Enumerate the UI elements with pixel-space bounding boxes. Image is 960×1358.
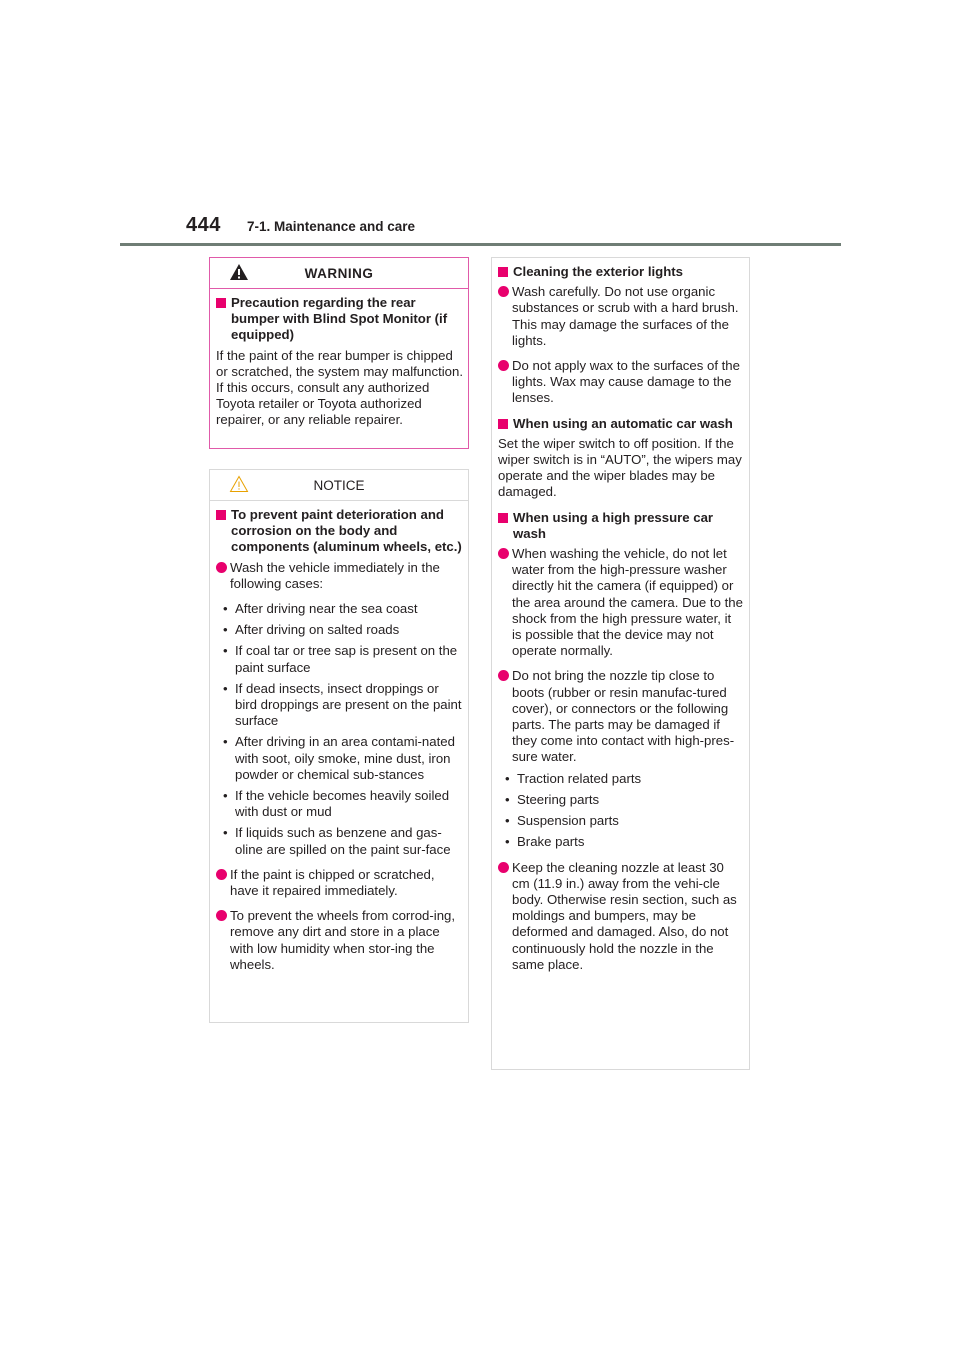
pressure-bullet: Keep the cleaning nozzle at least 30 cm (11.9 in.) away from the vehi-cle body. Otherwise resin section, such as moldings and bumpers, may be deformed and damaged. Also, do not continuously hold the nozzle in the same place. [498,860,744,973]
auto-wash-heading: When using an automatic car wash [498,416,744,432]
round-bullet-icon [498,670,509,681]
car-wash-box [491,257,750,1070]
warning-header [210,258,468,289]
part-item: • Traction related parts [505,770,642,786]
part-item: • Brake parts [505,834,585,850]
warning-heading: Precaution regarding the rear bumper with Blind Spot Monitor (if equipped) [216,295,463,344]
pressure-bullet: Do not bring the nozzle tip close to boots (rubber or resin manufac-tured cover), or connectors or the following parts. The parts may be damaged if they come into contact with high-pres-sure water. [498,668,744,765]
notice-heading: To prevent paint deterioration and corrosion on the body and components (aluminum wheels, etc.) [216,507,463,556]
warning-label: WARNING [304,265,374,281]
case-item: • After driving on salted roads [223,622,400,638]
square-bullet-icon [216,510,226,520]
header-rule [120,243,841,246]
pressure-wash-heading: When using a high pressure car wash [498,510,744,542]
round-bullet-icon [498,862,509,873]
lights-heading: Cleaning the exterior lights [498,264,744,280]
notice-bullet: To prevent the wheels from corrod-ing, remove any dirt and store in a place with low humidity when stor-ing the wheels. [216,908,463,973]
notice-label: NOTICE [313,477,365,493]
notice-box [209,469,469,1023]
case-item: • After driving in an area contami-nated with soot, oily smoke, mine dust, iron powder or chemical sub-stances [223,734,455,782]
pressure-bullet: When washing the vehicle, do not let water from the high-pressure washer directly hit the camera (if equipped) or the area around the camera. Due to the shock from the high pressure water, it is possible that the device may not operate normally. [498,546,744,659]
case-item: • If the vehicle becomes heavily soiled with dust or mud [223,788,450,820]
notice-bullet: Wash the vehicle immediately in the following cases: [216,560,463,592]
square-bullet-icon [498,267,508,277]
round-bullet-icon [498,360,509,371]
case-item: • After driving near the sea coast [223,601,418,617]
round-bullet-icon [498,286,509,297]
round-bullet-icon [498,548,509,559]
square-bullet-icon [498,419,508,429]
round-bullet-icon [216,562,227,573]
round-bullet-icon [216,910,227,921]
case-item: • If coal tar or tree sap is present on the paint surface [223,643,458,675]
auto-wash-text: Set the wiper switch to off position. If the wiper switch is in “AUTO”, the wipers may operate and the wiper blades may be damaged. [498,435,742,500]
round-bullet-icon [216,869,227,880]
case-item: • If liquids such as benzene and gas-oline are spilled on the paint sur-face [223,825,451,857]
section-title: 7-1. Maintenance and care [247,219,416,234]
part-item: • Steering parts [505,791,600,807]
warning-icon [229,263,249,281]
notice-header [210,470,468,501]
part-item: • Suspension parts [505,813,619,829]
page-number: 444 [186,214,221,236]
warning-box [209,257,469,449]
lights-bullet: Wash carefully. Do not use organic substances or scrub with a hard brush. This may damage the surfaces of the lights. [498,284,744,349]
warning-text: If the paint of the rear bumper is chipped or scratched, the system may malfunction. If this occurs, consult any authorized Toyota retailer or Toyota authorized repairer, or any reliable repairer. [216,347,463,428]
square-bullet-icon [216,298,226,308]
notice-bullet: If the paint is chipped or scratched, have it repaired immediately. [216,867,463,899]
case-item: • If dead insects, insect droppings or bird droppings are present on the paint surface [223,680,462,729]
lights-bullet: Do not apply wax to the surfaces of the lights. Wax may cause damage to the lenses. [498,358,744,407]
square-bullet-icon [498,513,508,523]
caution-outline-icon [229,475,249,493]
